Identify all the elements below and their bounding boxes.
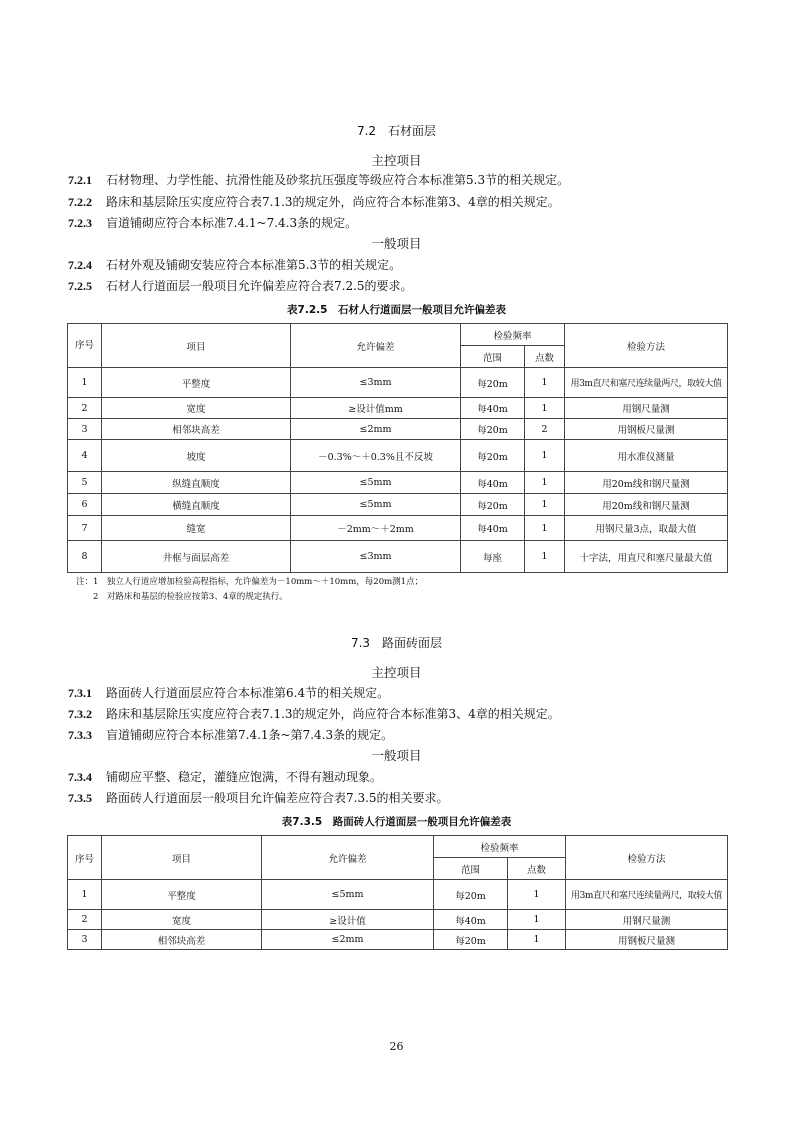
cell-deviation: ≤2mm [291, 419, 461, 440]
clause-number: 7.2.1 [68, 173, 92, 187]
cell-deviation: ≤5mm [291, 494, 461, 516]
cell-item: 纵缝直顺度 [102, 472, 291, 494]
clause-number: 7.2.5 [68, 279, 92, 293]
cell-range: 每座 [461, 541, 525, 573]
cell-item: 宽度 [102, 910, 262, 930]
clause-7-2-1 [68, 171, 569, 188]
table-note-2: 2 对路床和基层的检验应按第3、4章的规定执行。 [76, 592, 288, 602]
cell-range: 每40m [461, 472, 525, 494]
clause-text: 石材物理、力学性能、抗滑性能及砂浆抗压强度等级应符合本标准第5.3节的相关规定。 [106, 173, 570, 187]
cell-item: 坡度 [102, 440, 291, 472]
clause-text: 盲道铺砌应符合本标准第7.4.1条~第7.4.3条的规定。 [106, 728, 394, 742]
cell-points: 1 [525, 440, 565, 472]
main-control-heading-7-2: 主控项目 [371, 153, 422, 168]
clause-7-2-4 [68, 256, 401, 273]
table-row [68, 516, 728, 541]
cell-method: 用20m线和钢尺量测 [565, 472, 728, 494]
cell-method: 用钢尺量测 [565, 398, 728, 419]
main-control-heading-7-3: 主控项目 [371, 665, 422, 680]
general-heading-7-3: 一般项目 [371, 748, 422, 763]
clause-text: 路面砖人行道面层应符合本标准第6.4节的相关规定。 [106, 686, 390, 700]
cell-points: 1 [525, 516, 565, 541]
cell-no: 4 [68, 440, 102, 472]
cell-method: 十字法，用直尺和塞尺量最大值 [565, 541, 728, 573]
cell-range: 每40m [461, 516, 525, 541]
table-row [68, 880, 728, 910]
cell-deviation: －0.3%～＋0.3%且不反坡 [291, 440, 461, 472]
cell-method: 用钢板尺量测 [566, 930, 728, 950]
clause-7-3-4 [68, 768, 382, 785]
cell-no: 7 [68, 516, 102, 541]
clause-7-3-3 [68, 726, 393, 743]
cell-deviation: ≤5mm [291, 472, 461, 494]
cell-item: 井框与面层高差 [102, 541, 291, 573]
cell-item: 缝宽 [102, 516, 291, 541]
cell-deviation: ≤3mm [291, 368, 461, 398]
header-frequency: 检验频率 [461, 324, 565, 346]
cell-range: 每20m [461, 368, 525, 398]
header-deviation: 允许偏差 [291, 324, 461, 368]
cell-item: 相邻块高差 [102, 419, 291, 440]
page-number: 26 [389, 1040, 404, 1053]
cell-points: 1 [525, 494, 565, 516]
table-row [68, 910, 728, 930]
clause-7-3-5 [68, 789, 449, 806]
header-points: 点数 [525, 346, 565, 368]
clause-text: 路面砖人行道面层一般项目允许偏差应符合表7.3.5的相关要求。 [106, 791, 449, 805]
table-note-1: 注：1 独立人行道应增加检验高程指标，允许偏差为－10mm～＋10mm，每20m测1点； [76, 577, 424, 587]
clause-text: 路床和基层除压实度应符合表7.1.3的规定外，尚应符合本标准第3、4章的相关规定。 [106, 707, 560, 721]
table-row [68, 368, 728, 398]
clause-number: 7.2.3 [68, 216, 92, 230]
header-range: 范围 [461, 346, 525, 368]
cell-range: 每20m [461, 440, 525, 472]
cell-no: 1 [68, 880, 102, 910]
cell-range: 每20m [434, 930, 508, 950]
cell-no: 5 [68, 472, 102, 494]
cell-no: 2 [68, 398, 102, 419]
cell-points: 2 [525, 419, 565, 440]
cell-no: 8 [68, 541, 102, 573]
cell-no: 3 [68, 930, 102, 950]
cell-item: 横缝直顺度 [102, 494, 291, 516]
section-title-7-3: 7.3 路面砖面层 [350, 636, 443, 650]
table-title-7-3-5: 表7.3.5 路面砖人行道面层一般项目允许偏差表 [281, 816, 512, 828]
cell-points: 1 [508, 880, 566, 910]
header-frequency: 检验频率 [434, 836, 566, 858]
cell-method: 用20m线和钢尺量测 [565, 494, 728, 516]
clause-number: 7.3.5 [68, 791, 92, 805]
general-heading-7-2: 一般项目 [371, 236, 422, 251]
table-row [68, 472, 728, 494]
table-row [68, 419, 728, 440]
clause-7-2-5 [68, 277, 413, 294]
clause-7-3-1 [68, 684, 389, 701]
cell-points: 1 [508, 930, 566, 950]
cell-method: 用钢尺量测 [566, 910, 728, 930]
cell-points: 1 [525, 472, 565, 494]
cell-range: 每20m [434, 880, 508, 910]
cell-deviation: －2mm～＋2mm [291, 516, 461, 541]
cell-item: 平整度 [102, 880, 262, 910]
clause-number: 7.3.4 [68, 770, 92, 784]
table-7-3-5 [67, 835, 728, 950]
table-row [68, 541, 728, 573]
cell-no: 6 [68, 494, 102, 516]
cell-method: 用3m直尺和塞尺连续量两尺，取较大值 [565, 368, 728, 398]
cell-deviation: ≤5mm [262, 880, 434, 910]
clause-text: 石材人行道面层一般项目允许偏差应符合表7.2.5的要求。 [106, 279, 413, 293]
table-row [68, 930, 728, 950]
cell-deviation: ≤2mm [262, 930, 434, 950]
header-no: 序号 [68, 324, 102, 368]
table-row [68, 440, 728, 472]
clause-7-3-2 [68, 705, 560, 722]
clause-number: 7.3.1 [68, 686, 92, 700]
cell-deviation: ≥设计值mm [291, 398, 461, 419]
header-range: 范围 [434, 858, 508, 880]
cell-no: 2 [68, 910, 102, 930]
cell-item: 相邻块高差 [102, 930, 262, 950]
cell-points: 1 [508, 910, 566, 930]
clause-number: 7.2.2 [68, 195, 92, 209]
cell-method: 用钢尺量3点，取最大值 [565, 516, 728, 541]
cell-method: 用水准仪测量 [565, 440, 728, 472]
clause-text: 铺砌应平整、稳定，灌缝应饱满，不得有翘动现象。 [106, 770, 383, 784]
cell-range: 每20m [461, 419, 525, 440]
table-row [68, 398, 728, 419]
cell-method: 用3m直尺和塞尺连续量两尺，取较大值 [566, 880, 728, 910]
section-title-7-2: 7.2 石材面层 [356, 124, 437, 138]
cell-range: 每40m [461, 398, 525, 419]
header-no: 序号 [68, 836, 102, 880]
table-row [68, 494, 728, 516]
clause-number: 7.2.4 [68, 258, 92, 272]
header-item: 项目 [102, 324, 291, 368]
cell-item: 宽度 [102, 398, 291, 419]
header-method: 检验方法 [565, 324, 728, 368]
clause-7-2-2 [68, 193, 560, 210]
cell-range: 每40m [434, 910, 508, 930]
cell-deviation: ≥设计值 [262, 910, 434, 930]
cell-no: 1 [68, 368, 102, 398]
clause-text: 石材外观及铺砌安装应符合本标准第5.3节的相关规定。 [106, 258, 402, 272]
cell-points: 1 [525, 541, 565, 573]
clause-text: 路床和基层除压实度应符合表7.1.3的规定外，尚应符合本标准第3、4章的相关规定。 [106, 195, 560, 209]
cell-method: 用钢板尺量测 [565, 419, 728, 440]
header-item: 项目 [102, 836, 262, 880]
clause-text: 盲道铺砌应符合本标准7.4.1~7.4.3条的规定。 [106, 216, 358, 230]
cell-item: 平整度 [102, 368, 291, 398]
clause-number: 7.3.3 [68, 728, 92, 742]
table-7-2-5 [67, 323, 728, 573]
cell-no: 3 [68, 419, 102, 440]
cell-range: 每20m [461, 494, 525, 516]
cell-points: 1 [525, 398, 565, 419]
table-title-7-2-5: 表7.2.5 石材人行道面层一般项目允许偏差表 [287, 304, 506, 316]
clause-7-2-3 [68, 214, 357, 231]
cell-deviation: ≤3mm [291, 541, 461, 573]
header-method: 检验方法 [566, 836, 728, 880]
header-deviation: 允许偏差 [262, 836, 434, 880]
cell-points: 1 [525, 368, 565, 398]
clause-number: 7.3.2 [68, 707, 92, 721]
header-points: 点数 [508, 858, 566, 880]
